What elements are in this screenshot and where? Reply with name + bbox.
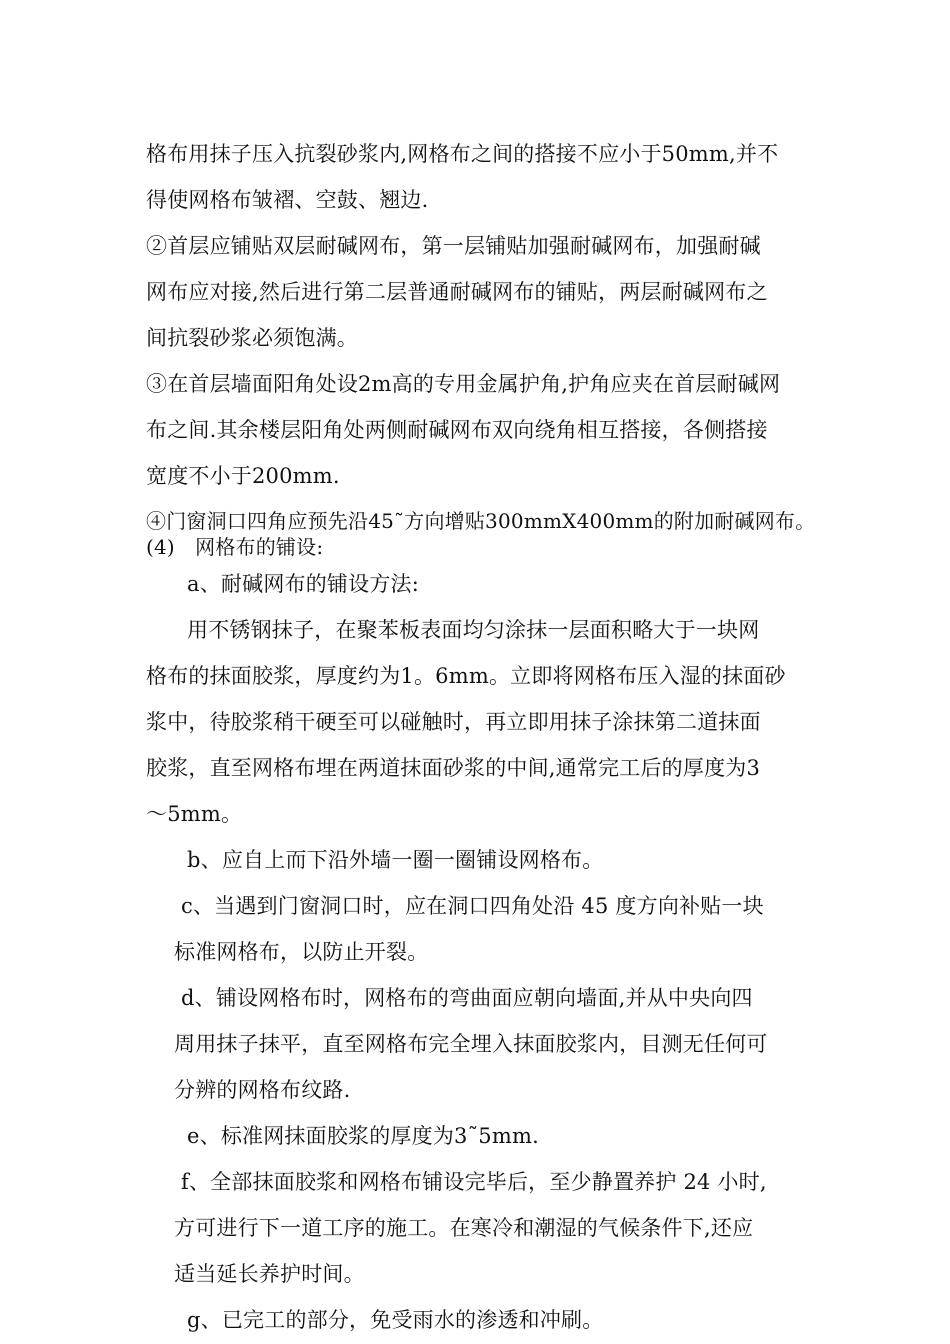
text-line: b、应自上而下沿外墙一圈一圈铺设网格布。 <box>187 848 604 872</box>
text-line: 得使网格布皱褶、空鼓、翘边. <box>146 188 429 212</box>
text-line: ③在首层墙面阳角处设2m高的专用金属护角,护角应夹在首层耐碱网 <box>146 372 781 396</box>
text-line: 用不锈钢抹子，在聚苯板表面均匀涂抹一层面积略大于一块网 <box>187 618 760 642</box>
text-line: a、耐碱网布的铺设方法: <box>187 572 419 596</box>
text-line: f、全部抹面胶浆和网格布铺设完毕后，至少静置养护 24 小时, <box>181 1170 767 1194</box>
text-line: 布之间.其余楼层阳角处两侧耐碱网布双向绕角相互搭接，各侧搭接 <box>146 418 768 442</box>
text-line: 宽度不小于200mm. <box>146 464 340 488</box>
text-line: 周用抹子抹平，直至网格布完全埋入抹面胶浆内，目测无任何可 <box>174 1032 768 1056</box>
text-line: e、标准网抹面胶浆的厚度为3˜5mm. <box>187 1124 539 1148</box>
text-line: 胶浆，直至网格布埋在两道抹面砂浆的中间,通常完工后的厚度为3 <box>146 756 761 780</box>
text-line: ～5mm。 <box>146 802 243 826</box>
text-line: 格布用抹子压入抗裂砂浆内,网格布之间的搭接不应小于50mm,并不 <box>146 142 779 166</box>
text-line: ④门窗洞口四角应预先沿45˜方向增贴300mmX400mm的附加耐碱网布。 <box>146 509 816 533</box>
text-line: c、当遇到门窗洞口时，应在洞口四角处沿 45 度方向补贴一块 <box>181 894 764 918</box>
text-line: 标准网格布，以防止开裂。 <box>174 940 429 964</box>
text-line: 网布应对接,然后进行第二层普通耐碱网布的铺贴，两层耐碱网布之 <box>146 280 768 304</box>
text-line: 格布的抹面胶浆，厚度约为1。6mm。立即将网格布压入湿的抹面砂 <box>146 664 786 688</box>
text-line: 分辨的网格布纹路. <box>174 1078 351 1102</box>
text-line: 浆中，待胶浆稍干硬至可以碰触时，再立即用抹子涂抹第二道抹面 <box>146 710 761 734</box>
text-line: 间抗裂砂浆必须饱满。 <box>146 326 358 350</box>
section-heading: (4) 网格布的铺设: <box>146 535 324 559</box>
text-line: 适当延长养护时间。 <box>174 1262 365 1286</box>
text-line: g、已完工的部分，免受雨水的渗透和冲刷。 <box>187 1308 604 1332</box>
text-line: 方可进行下一道工序的施工。在寒冷和潮湿的气候条件下,还应 <box>174 1216 754 1240</box>
text-line: d、铺设网格布时，网格布的弯曲面应朝向墙面,并从中央向四 <box>181 986 753 1010</box>
text-line: ②首层应铺贴双层耐碱网布，第一层铺贴加强耐碱网布，加强耐碱 <box>146 234 761 258</box>
